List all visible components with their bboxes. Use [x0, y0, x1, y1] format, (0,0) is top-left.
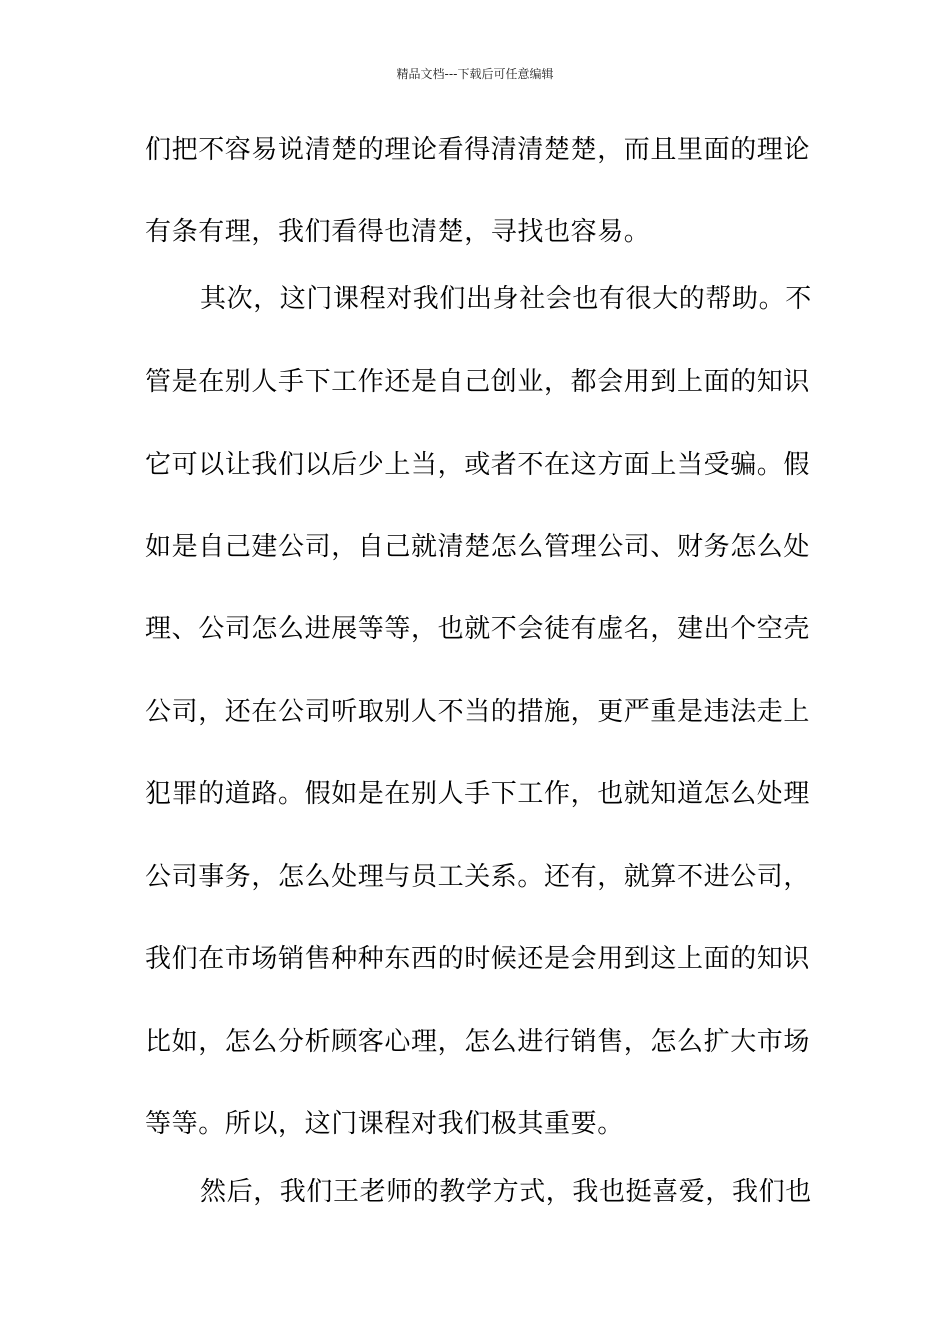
- body-text-line: 们把不容易说清楚的理论看得清清楚楚，而且里面的理论: [145, 135, 811, 165]
- page-header: 精品文档---下载后可任意编辑: [396, 67, 554, 81]
- body-text-line: 我们在市场销售种种东西的时候还是会用到这上面的知识: [145, 944, 811, 974]
- body-text-line: 公司，还在公司听取别人不当的措施，更严重是违法走上: [145, 697, 811, 727]
- body-text-line: 等等。所以，这门课程对我们极其重要。: [145, 1109, 624, 1139]
- body-text-line: 比如，怎么分析顾客心理，怎么进行销售，怎么扩大市场: [145, 1027, 811, 1057]
- body-text-line: 有条有理，我们看得也清楚，寻找也容易。: [145, 217, 651, 247]
- body-text-line: 理、公司怎么进展等等，也就不会徒有虚名，建出个空壳: [145, 614, 811, 644]
- body-text-line: 犯罪的道路。假如是在别人手下工作，也就知道怎么处理: [145, 779, 811, 809]
- body-text-line: 如是自己建公司，自己就清楚怎么管理公司、财务怎么处: [145, 532, 811, 562]
- paragraph-first-line: 然后，我们王老师的教学方式，我也挺喜爱，我们也: [200, 1177, 812, 1207]
- paragraph-first-line: 其次，这门课程对我们出身社会也有很大的帮助。不: [200, 284, 812, 314]
- body-text-line: 管是在别人手下工作还是自己创业，都会用到上面的知识: [145, 367, 811, 397]
- body-text-line: 它可以让我们以后少上当，或者不在这方面上当受骗。假: [145, 450, 811, 480]
- body-text-line: 公司事务，怎么处理与员工关系。还有，就算不进公司，: [145, 862, 811, 892]
